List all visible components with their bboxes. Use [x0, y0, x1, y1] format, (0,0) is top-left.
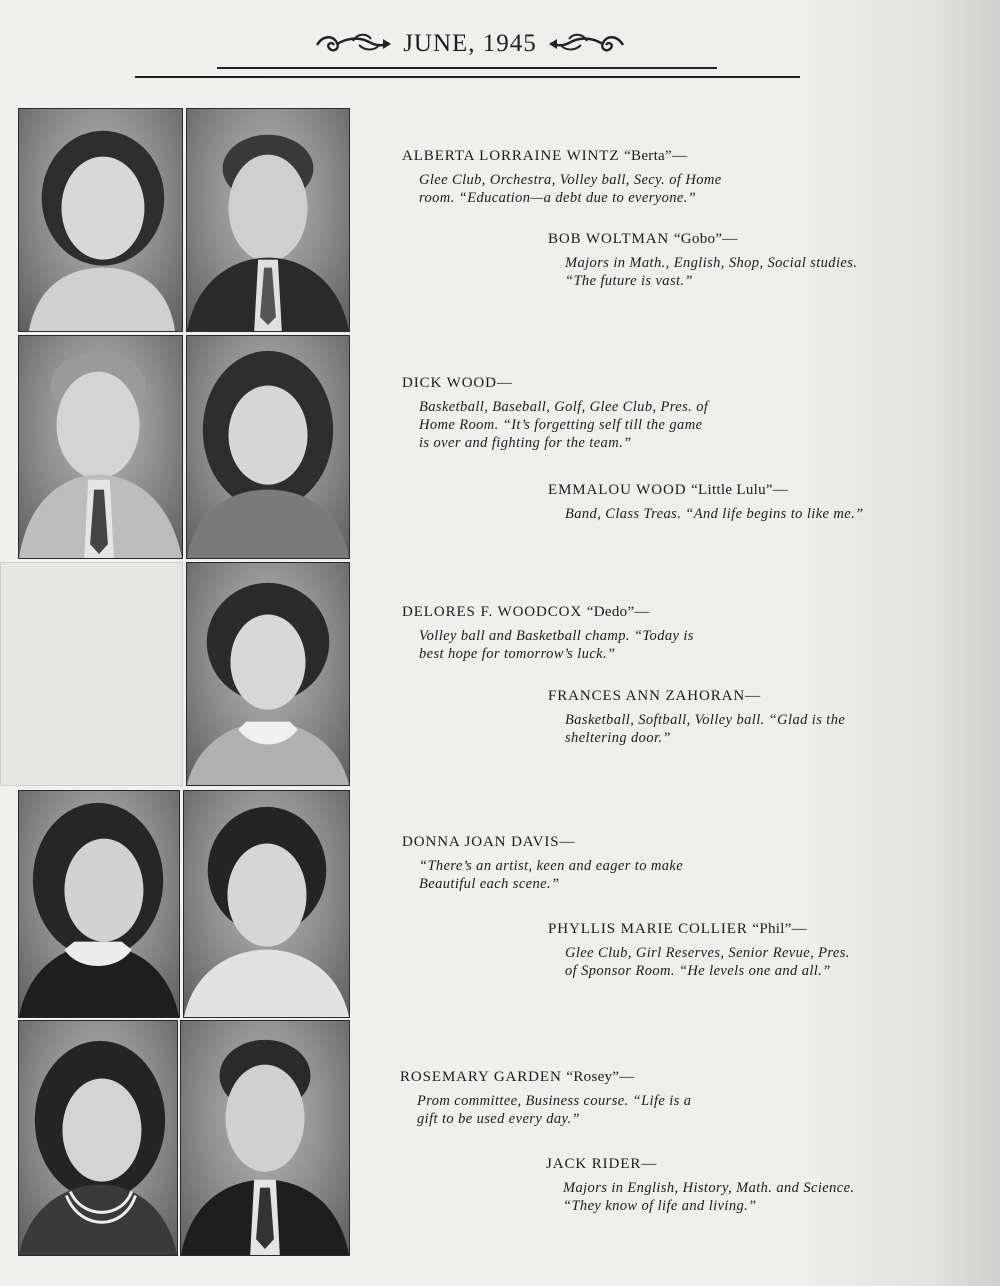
portrait-delores-woodcox — [186, 562, 350, 786]
header-rule-bottom — [135, 76, 800, 78]
scroll-ornament-left-icon — [313, 31, 395, 57]
entry-name: ROSEMARY GARDEN “Rosey”— — [400, 1069, 635, 1085]
entry-description: Glee Club, Orchestra, Volley ball, Secy. of Home room. “Education—a debt due to everyone.” — [419, 172, 722, 206]
page-header — [300, 26, 640, 62]
portrait-rosemary-garden — [18, 1020, 178, 1256]
entry-name: ALBERTA LORRAINE WINTZ “Berta”— — [402, 148, 688, 164]
entry-bob-woltman — [548, 230, 857, 290]
portrait-bob-woltman — [186, 108, 350, 332]
blank-photo-space — [0, 562, 183, 786]
entry-frances-zahoran — [548, 687, 845, 747]
entry-description: Prom committee, Business course. “Life is a gift to be used every day.” — [417, 1093, 692, 1127]
entry-emmalou-wood — [548, 481, 864, 523]
page-title: JUNE, 1945 — [403, 30, 537, 57]
entry-name: JACK RIDER— — [546, 1156, 658, 1172]
entry-description: Majors in English, History, Math. and Science. “They know of life and living.” — [563, 1180, 855, 1214]
entry-name: FRANCES ANN ZAHORAN— — [548, 688, 762, 704]
portrait-donna-davis — [18, 790, 180, 1018]
entry-phyllis-collier — [548, 920, 850, 980]
entry-donna-davis — [402, 833, 683, 893]
portrait-phyllis-collier — [183, 790, 350, 1018]
entry-jack-rider — [546, 1155, 854, 1215]
entry-description: “There’s an artist, keen and eager to make Beautiful each scene.” — [419, 858, 684, 892]
entry-name: PHYLLIS MARIE COLLIER “Phil”— — [548, 921, 807, 937]
entry-description: Basketball, Baseball, Golf, Glee Club, Pres. of Home Room. “It’s forgetting self till the game is over and fighting for the team.” — [419, 399, 709, 451]
entry-description: Band, Class Treas. “And life begins to like me.” — [565, 506, 864, 522]
portrait-jack-rider — [180, 1020, 350, 1256]
entry-rosemary-garden — [400, 1068, 691, 1128]
entry-name: BOB WOLTMAN “Gobo”— — [548, 231, 738, 247]
entry-description: Glee Club, Girl Reserves, Senior Revue, Pres. of Sponsor Room. “He levels one and all.” — [565, 945, 850, 979]
entry-description: Volley ball and Basketball champ. “Today is best hope for tomorrow’s luck.” — [419, 628, 694, 662]
entry-alberta-wintz — [402, 147, 722, 207]
scroll-ornament-right-icon — [545, 31, 627, 57]
entry-name: EMMALOU WOOD “Little Lulu”— — [548, 482, 789, 498]
portrait-dick-wood — [18, 335, 183, 559]
header-rule-top — [217, 67, 717, 69]
entry-name: DONNA JOAN DAVIS— — [402, 834, 576, 850]
entry-delores-woodcox — [402, 603, 694, 663]
portrait-emmalou-wood — [186, 335, 350, 559]
entry-dick-wood — [402, 374, 708, 452]
entry-name: DELORES F. WOODCOX “Dedo”— — [402, 604, 650, 620]
entry-name: DICK WOOD— — [402, 375, 513, 391]
portrait-alberta-wintz — [18, 108, 183, 332]
entry-description: Majors in Math., English, Shop, Social studies. “The future is vast.” — [565, 255, 858, 289]
entry-description: Basketball, Softball, Volley ball. “Glad is the sheltering door.” — [565, 712, 846, 746]
